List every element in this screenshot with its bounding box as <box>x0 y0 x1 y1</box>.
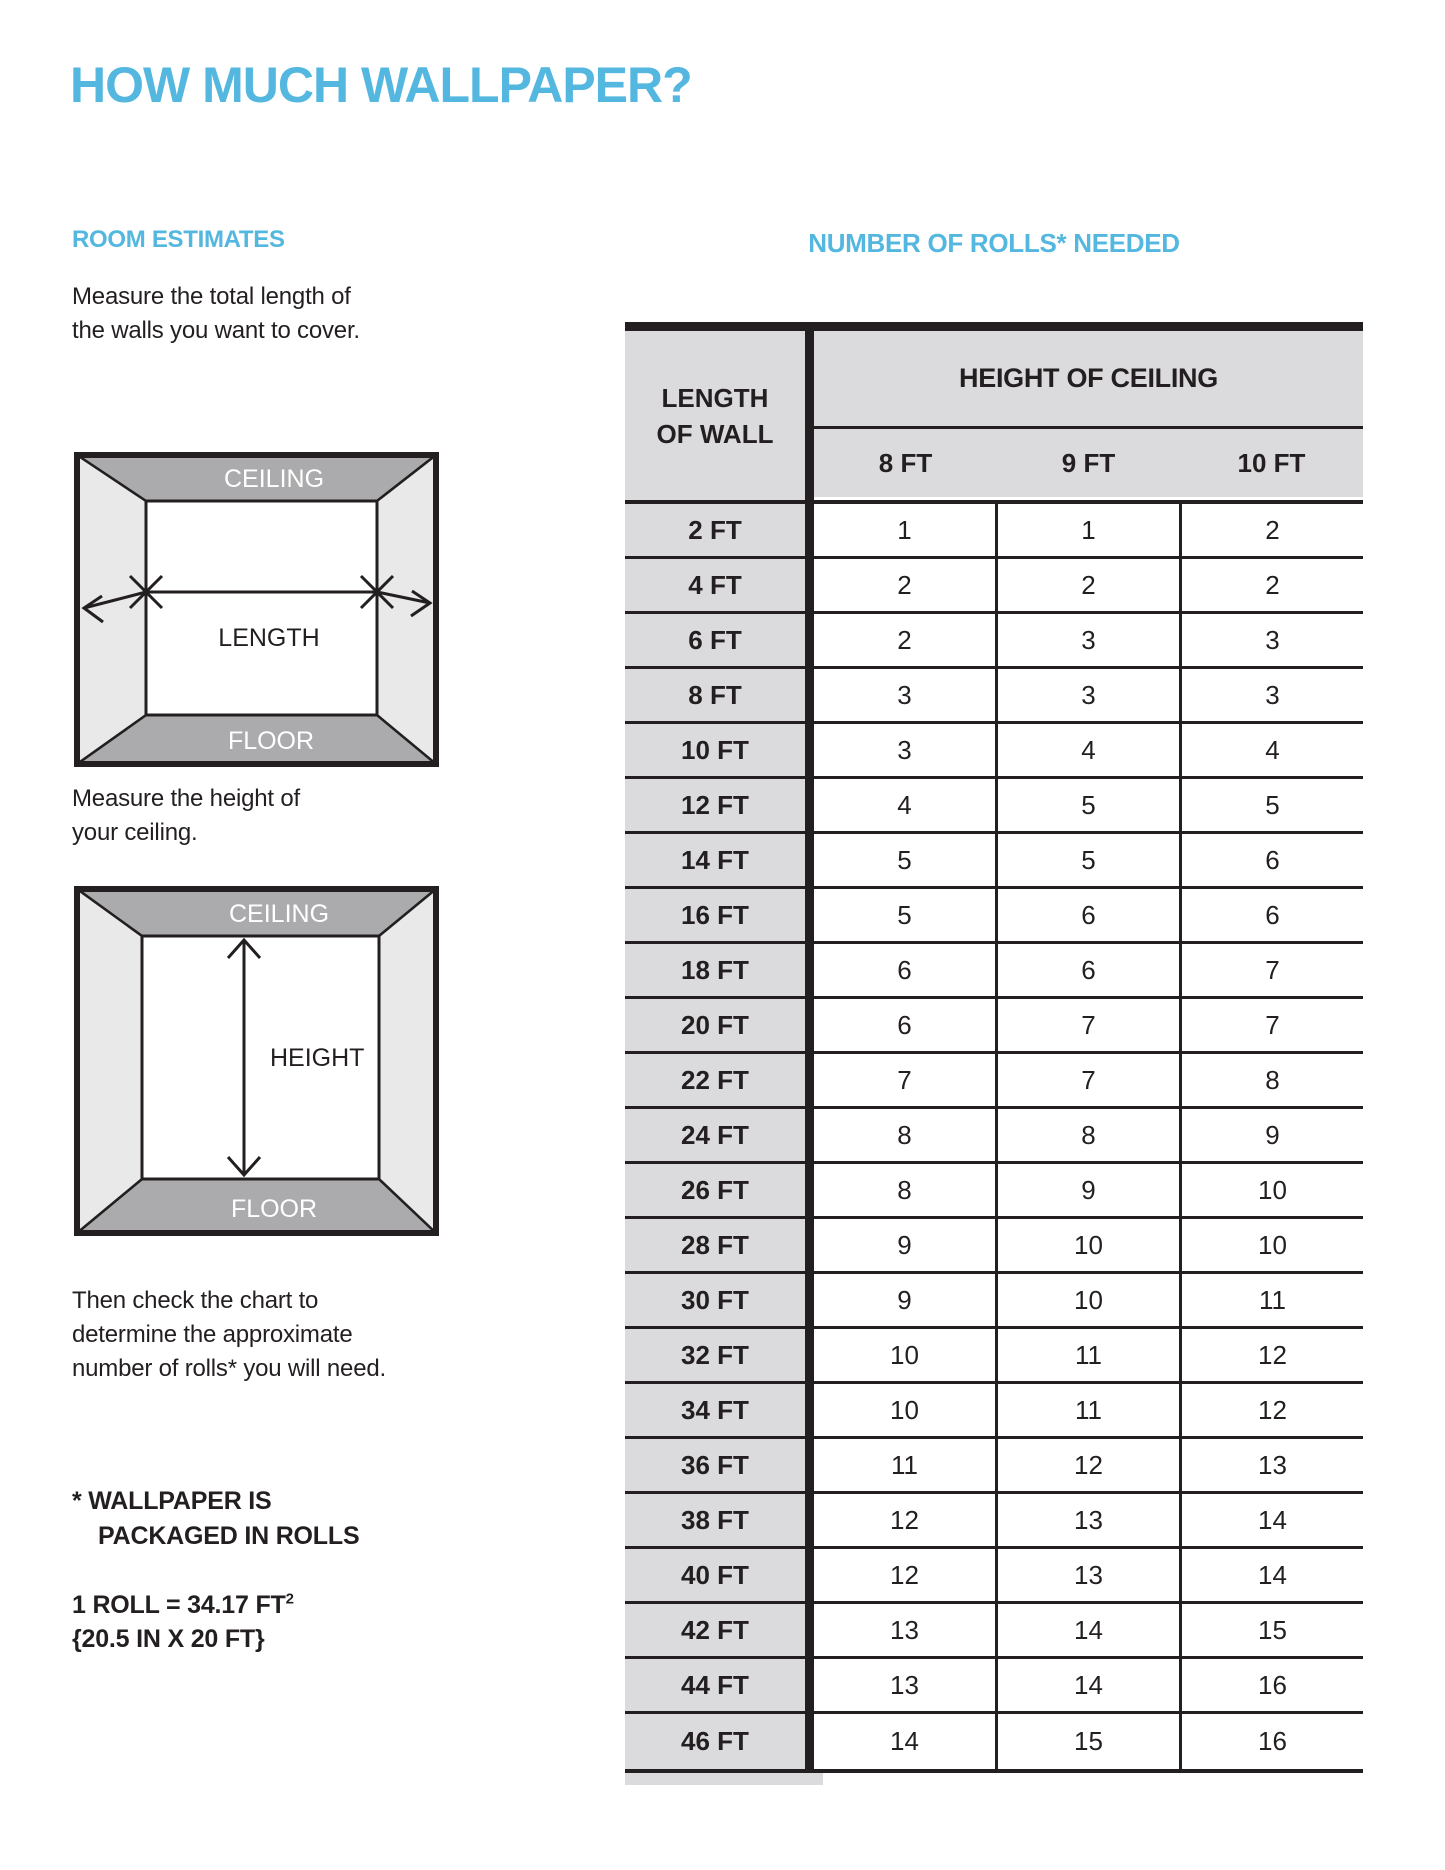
rolls-count-cell: 2 <box>995 559 1179 611</box>
wall-length-cell: 42 FT <box>625 1604 814 1656</box>
instruction-line: Then check the chart to <box>72 1287 319 1314</box>
table-row <box>625 724 1363 779</box>
squared-superscript: 2 <box>285 1590 294 1608</box>
length-of-wall-header <box>625 331 814 500</box>
rolls-count-cell: 1 <box>995 504 1179 556</box>
wall-length-cell: 22 FT <box>625 1054 814 1106</box>
rolls-needed-heading: NUMBER OF ROLLS* NEEDED <box>808 228 1180 258</box>
wall-length-cell: 10 FT <box>625 724 814 776</box>
ceiling-height-subheaders <box>814 429 1363 497</box>
back-wall-panel <box>146 501 377 715</box>
table-header <box>625 331 1363 500</box>
instruction-line: the walls you want to cover. <box>72 317 360 344</box>
rolls-count-cell: 5 <box>814 889 995 941</box>
rolls-count-cell: 11 <box>995 1329 1179 1381</box>
wall-length-cell: 14 FT <box>625 834 814 886</box>
height-of-ceiling-header: HEIGHT OF CEILING <box>814 331 1363 429</box>
table-row <box>625 1384 1363 1439</box>
instruction-measure-length <box>72 280 360 348</box>
rolls-count-cell: 1 <box>814 504 995 556</box>
table-row <box>625 999 1363 1054</box>
wall-length-cell: 18 FT <box>625 944 814 996</box>
wall-length-cell: 24 FT <box>625 1109 814 1161</box>
wall-length-cell: 44 FT <box>625 1659 814 1711</box>
rolls-count-cell: 10 <box>995 1219 1179 1271</box>
rolls-count-cell: 13 <box>814 1604 995 1656</box>
wall-length-cell: 38 FT <box>625 1494 814 1546</box>
rolls-count-cell: 8 <box>995 1109 1179 1161</box>
rolls-count-cell: 11 <box>995 1384 1179 1436</box>
rolls-needed-table <box>625 322 1363 1785</box>
table-footer-stub <box>625 1773 823 1785</box>
rolls-count-cell: 12 <box>814 1549 995 1601</box>
col-header-8ft: 8 FT <box>878 447 933 478</box>
floor-label: FLOOR <box>230 1195 318 1223</box>
rolls-count-cell: 8 <box>814 1164 995 1216</box>
rolls-count-cell: 8 <box>814 1109 995 1161</box>
table-row <box>625 504 1363 559</box>
rolls-count-cell: 3 <box>1179 669 1363 721</box>
floor-label: FLOOR <box>227 727 315 755</box>
rolls-count-cell: 13 <box>995 1494 1179 1546</box>
rolls-count-cell: 12 <box>995 1439 1179 1491</box>
wall-length-cell: 20 FT <box>625 999 814 1051</box>
wall-length-cell: 6 FT <box>625 614 814 666</box>
rolls-count-cell: 9 <box>995 1164 1179 1216</box>
wallpaper-rolls-footnote <box>72 1484 359 1554</box>
room-estimates-heading: ROOM ESTIMATES <box>72 226 285 253</box>
table-row <box>625 1109 1363 1164</box>
col-header-10ft: 10 FT <box>1237 447 1306 478</box>
roll-area-line: 1 ROLL = 34.17 $FT^2$ <box>72 1590 294 1619</box>
roll-size-line: {20.5 IN X 20 FT} <box>72 1625 265 1653</box>
rolls-count-cell: 2 <box>1179 504 1363 556</box>
wall-length-cell: 8 FT <box>625 669 814 721</box>
rolls-count-cell: 6 <box>814 944 995 996</box>
table-row <box>625 1054 1363 1109</box>
rolls-count-cell: 15 <box>1179 1604 1363 1656</box>
table-row <box>625 779 1363 834</box>
rolls-count-cell: 14 <box>1179 1494 1363 1546</box>
room-diagram-height <box>74 886 439 1241</box>
rolls-count-cell: 8 <box>1179 1054 1363 1106</box>
rolls-count-cell: 3 <box>995 614 1179 666</box>
footnote-line: * WALLPAPER IS <box>72 1487 272 1515</box>
length-label: LENGTH <box>218 624 320 652</box>
instruction-line: Measure the height of <box>72 785 300 812</box>
wall-length-cell: 34 FT <box>625 1384 814 1436</box>
table-row <box>625 1274 1363 1329</box>
rolls-count-cell: 9 <box>814 1274 995 1326</box>
wall-length-cell: 4 FT <box>625 559 814 611</box>
rolls-count-cell: 9 <box>814 1219 995 1271</box>
rolls-count-cell: 3 <box>995 669 1179 721</box>
rolls-count-cell: 13 <box>1179 1439 1363 1491</box>
wall-length-cell: 36 FT <box>625 1439 814 1491</box>
table-row <box>625 1329 1363 1384</box>
rolls-count-cell: 10 <box>814 1329 995 1381</box>
rolls-count-cell: 6 <box>1179 889 1363 941</box>
rolls-count-cell: 6 <box>814 999 995 1051</box>
rolls-count-cell: 13 <box>814 1659 995 1711</box>
room-diagram-height-svg <box>74 886 439 1236</box>
rolls-count-cell: 10 <box>1179 1219 1363 1271</box>
table-body <box>625 500 1363 1773</box>
rolls-count-cell: 16 <box>1179 1714 1363 1769</box>
room-diagram-length <box>74 452 439 772</box>
wall-length-cell: 46 FT <box>625 1714 814 1769</box>
instruction-line: your ceiling. <box>72 819 198 846</box>
table-row <box>625 559 1363 614</box>
rolls-count-cell: 10 <box>814 1384 995 1436</box>
instruction-measure-height <box>72 782 300 850</box>
table-row <box>625 1659 1363 1714</box>
table-row <box>625 1604 1363 1659</box>
wall-length-cell: 16 FT <box>625 889 814 941</box>
rolls-count-cell: 3 <box>814 669 995 721</box>
rolls-count-cell: 7 <box>995 999 1179 1051</box>
wall-length-cell: 30 FT <box>625 1274 814 1326</box>
footnote-line: PACKAGED IN ROLLS <box>98 1522 360 1550</box>
table-row <box>625 1494 1363 1549</box>
rolls-count-cell: 11 <box>814 1439 995 1491</box>
rolls-count-cell: 4 <box>995 724 1179 776</box>
table-row <box>625 1549 1363 1604</box>
rolls-count-cell: 10 <box>995 1274 1179 1326</box>
wall-length-cell: 28 FT <box>625 1219 814 1271</box>
rolls-count-cell: 4 <box>814 779 995 831</box>
table-row <box>625 889 1363 944</box>
rolls-count-cell: 2 <box>1179 559 1363 611</box>
ceiling-label: CEILING <box>223 465 325 493</box>
right-wall-panel <box>379 889 436 1233</box>
rolls-count-cell: 7 <box>995 1054 1179 1106</box>
rolls-count-cell: 16 <box>1179 1659 1363 1711</box>
table-row <box>625 1714 1363 1769</box>
length-of-wall-header-line: OF WALL <box>656 418 774 449</box>
rolls-count-cell: 5 <box>995 779 1179 831</box>
rolls-count-cell: 14 <box>814 1714 995 1769</box>
table-row <box>625 944 1363 999</box>
length-of-wall-header-line: LENGTH <box>661 382 769 413</box>
table-row <box>625 834 1363 889</box>
instruction-line: Measure the total length of <box>72 283 351 310</box>
rolls-count-cell: 14 <box>995 1604 1179 1656</box>
page-title: HOW MUCH WALLPAPER? <box>70 57 692 113</box>
instruction-check-chart <box>72 1284 386 1386</box>
left-wall-panel <box>77 889 142 1233</box>
rolls-count-cell: 6 <box>995 944 1179 996</box>
rolls-count-cell: 14 <box>995 1659 1179 1711</box>
table-row <box>625 614 1363 669</box>
rolls-count-cell: 4 <box>1179 724 1363 776</box>
table-row <box>625 1164 1363 1219</box>
rolls-count-cell: 7 <box>1179 944 1363 996</box>
height-label: HEIGHT <box>270 1044 365 1072</box>
rolls-count-cell: 2 <box>814 559 995 611</box>
ceiling-height-header-group <box>814 331 1363 500</box>
ceiling-label: CEILING <box>228 900 330 928</box>
table-row <box>625 669 1363 724</box>
rolls-count-cell: 5 <box>995 834 1179 886</box>
rolls-count-cell: 15 <box>995 1714 1179 1769</box>
rolls-count-cell: 14 <box>1179 1549 1363 1601</box>
rolls-count-cell: 13 <box>995 1549 1179 1601</box>
rolls-count-cell: 7 <box>1179 999 1363 1051</box>
rolls-count-cell: 5 <box>1179 779 1363 831</box>
rolls-count-cell: 3 <box>814 724 995 776</box>
wall-length-cell: 2 FT <box>625 504 814 556</box>
instruction-line: determine the approximate <box>72 1321 353 1348</box>
rolls-count-cell: 10 <box>1179 1164 1363 1216</box>
rolls-count-cell: 2 <box>814 614 995 666</box>
col-header-9ft: 9 FT <box>1061 447 1116 478</box>
rolls-count-cell: 12 <box>814 1494 995 1546</box>
roll-dimensions <box>72 1588 294 1656</box>
wall-length-cell: 12 FT <box>625 779 814 831</box>
wall-length-cell: 26 FT <box>625 1164 814 1216</box>
rolls-count-cell: 5 <box>814 834 995 886</box>
wall-length-cell: 40 FT <box>625 1549 814 1601</box>
table-row <box>625 1219 1363 1274</box>
rolls-count-cell: 6 <box>1179 834 1363 886</box>
rolls-count-cell: 6 <box>995 889 1179 941</box>
rolls-count-cell: 3 <box>1179 614 1363 666</box>
rolls-count-cell: 12 <box>1179 1329 1363 1381</box>
rolls-count-cell: 9 <box>1179 1109 1363 1161</box>
instruction-line: number of rolls* you will need. <box>72 1355 386 1382</box>
rolls-count-cell: 11 <box>1179 1274 1363 1326</box>
table-row <box>625 1439 1363 1494</box>
room-diagram-length-svg <box>74 452 439 767</box>
wall-length-cell: 32 FT <box>625 1329 814 1381</box>
rolls-count-cell: 12 <box>1179 1384 1363 1436</box>
rolls-count-cell: 7 <box>814 1054 995 1106</box>
right-wall-panel <box>377 455 436 764</box>
